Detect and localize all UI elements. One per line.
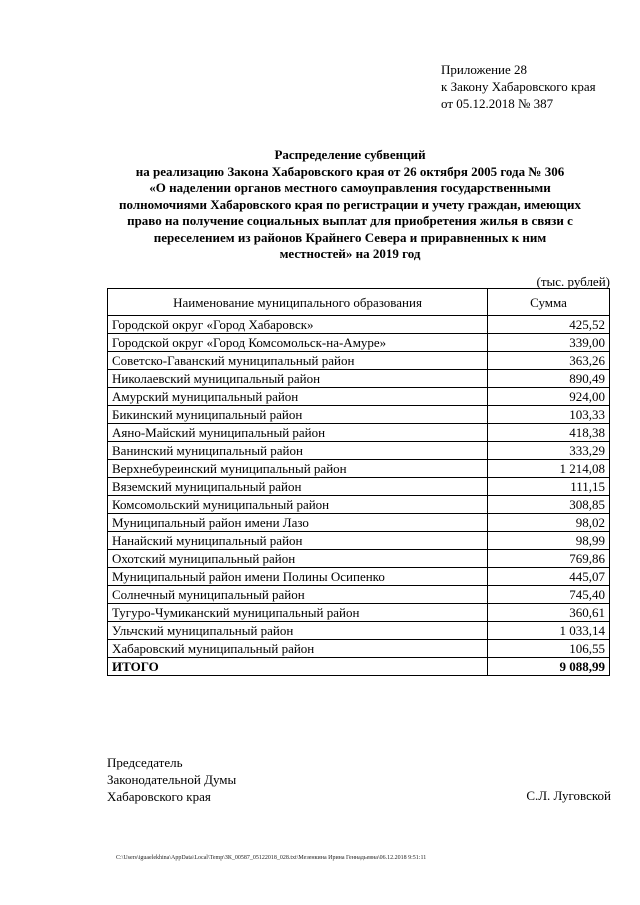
title-line: «О наделении органов местного самоуправления государственными <box>149 180 551 195</box>
row-name: Солнечный муниципальный район <box>108 586 488 604</box>
annex-number: Приложение 28 <box>441 62 528 77</box>
row-sum: 445,07 <box>488 568 610 586</box>
table-row <box>108 532 610 550</box>
row-sum: 360,61 <box>488 604 610 622</box>
row-sum: 98,99 <box>488 532 610 550</box>
title-line: на реализацию Закона Хабаровского края от 26 октября 2005 года № 306 <box>135 163 565 179</box>
row-name: Вяземский муниципальный район <box>108 478 488 496</box>
table-row <box>108 568 610 586</box>
row-name: Амурский муниципальный район <box>108 388 488 406</box>
row-name: Бикинский муниципальный район <box>108 406 488 424</box>
document-title <box>90 147 610 263</box>
row-name: Тугуро-Чумиканский муниципальный район <box>108 604 488 622</box>
table-row <box>108 640 610 658</box>
row-name: Хабаровский муниципальный район <box>108 640 488 658</box>
row-name: Комсомольский муниципальный район <box>108 496 488 514</box>
table-row <box>108 334 610 352</box>
title-line: право на получение социальных выплат для приобретения жилья в связи с <box>127 213 573 228</box>
row-sum: 339,00 <box>488 334 610 352</box>
table-row <box>108 352 610 370</box>
row-sum: 111,15 <box>488 478 610 496</box>
row-name: Ульчский муниципальный район <box>108 622 488 640</box>
row-name: Николаевский муниципальный район <box>108 370 488 388</box>
annex-law: к Закону Хабаровского края <box>441 79 596 94</box>
annex-date: от 05.12.2018 № 387 <box>441 96 554 111</box>
title-line: Распределение субвенций <box>274 147 426 162</box>
total-label: ИТОГО <box>108 658 488 676</box>
row-sum: 98,02 <box>488 514 610 532</box>
units-label: (тыс. рублей) <box>536 274 610 289</box>
annex-reference <box>441 61 596 112</box>
table-row <box>108 370 610 388</box>
row-sum: 769,86 <box>488 550 610 568</box>
signature-line: Председатель <box>107 755 183 770</box>
signatory-name: С.Л. Луговской <box>526 788 611 803</box>
row-name: Верхнебуреинский муниципальный район <box>108 460 488 478</box>
row-sum: 924,00 <box>488 388 610 406</box>
header-name: Наименование муниципального образования <box>108 289 488 316</box>
table-row <box>108 514 610 532</box>
row-sum: 1 214,08 <box>488 460 610 478</box>
row-name: Охотский муниципальный район <box>108 550 488 568</box>
table-row <box>108 442 610 460</box>
table-row <box>108 316 610 334</box>
row-sum: 103,33 <box>488 406 610 424</box>
row-name: Муниципальный район имени Лазо <box>108 514 488 532</box>
total-sum: 9 088,99 <box>488 658 610 676</box>
row-name: Аяно-Майский муниципальный район <box>108 424 488 442</box>
row-sum: 418,38 <box>488 424 610 442</box>
table-header-row <box>108 289 610 316</box>
title-line: полномочиями Хабаровского края по регистрации и учету граждан, имеющих <box>119 196 581 212</box>
signature-line: Хабаровского края <box>107 789 211 804</box>
table-row <box>108 496 610 514</box>
table-row <box>108 622 610 640</box>
table-row <box>108 550 610 568</box>
table-body <box>108 316 610 676</box>
row-sum: 425,52 <box>488 316 610 334</box>
row-name: Нанайский муниципальный район <box>108 532 488 550</box>
table-row <box>108 406 610 424</box>
table-row <box>108 388 610 406</box>
table-row <box>108 586 610 604</box>
row-name: Ванинский муниципальный район <box>108 442 488 460</box>
row-sum: 890,49 <box>488 370 610 388</box>
signature-line: Законодательной Думы <box>107 772 237 787</box>
table-row <box>108 604 610 622</box>
table-row <box>108 460 610 478</box>
row-sum: 308,85 <box>488 496 610 514</box>
row-sum: 363,26 <box>488 352 610 370</box>
footer-file-path: C:\Users\iguaelekhina\AppData\Local\Temp\ЗК_00587_05122018_028.txt\Мезенкина Ирина Геннадьевна\06.12.2018 9:51:11 <box>116 855 427 861</box>
row-name: Городской округ «Город Хабаровск» <box>108 316 488 334</box>
table-row <box>108 478 610 496</box>
row-name: Городской округ «Город Комсомольск-на-Амуре» <box>108 334 488 352</box>
title-line: местностей» на 2019 год <box>279 246 421 261</box>
signature-title <box>107 754 236 805</box>
row-sum: 745,40 <box>488 586 610 604</box>
row-sum: 333,29 <box>488 442 610 460</box>
table-row <box>108 424 610 442</box>
row-name: Советско-Гаванский муниципальный район <box>108 352 488 370</box>
row-sum: 106,55 <box>488 640 610 658</box>
row-name: Муниципальный район имени Полины Осипенко <box>108 568 488 586</box>
header-sum: Сумма <box>488 289 610 316</box>
title-line: переселением из районов Крайнего Севера и приравненных к ним <box>153 229 547 245</box>
row-sum: 1 033,14 <box>488 622 610 640</box>
subvention-table <box>107 288 610 676</box>
table-total-row <box>108 658 610 676</box>
